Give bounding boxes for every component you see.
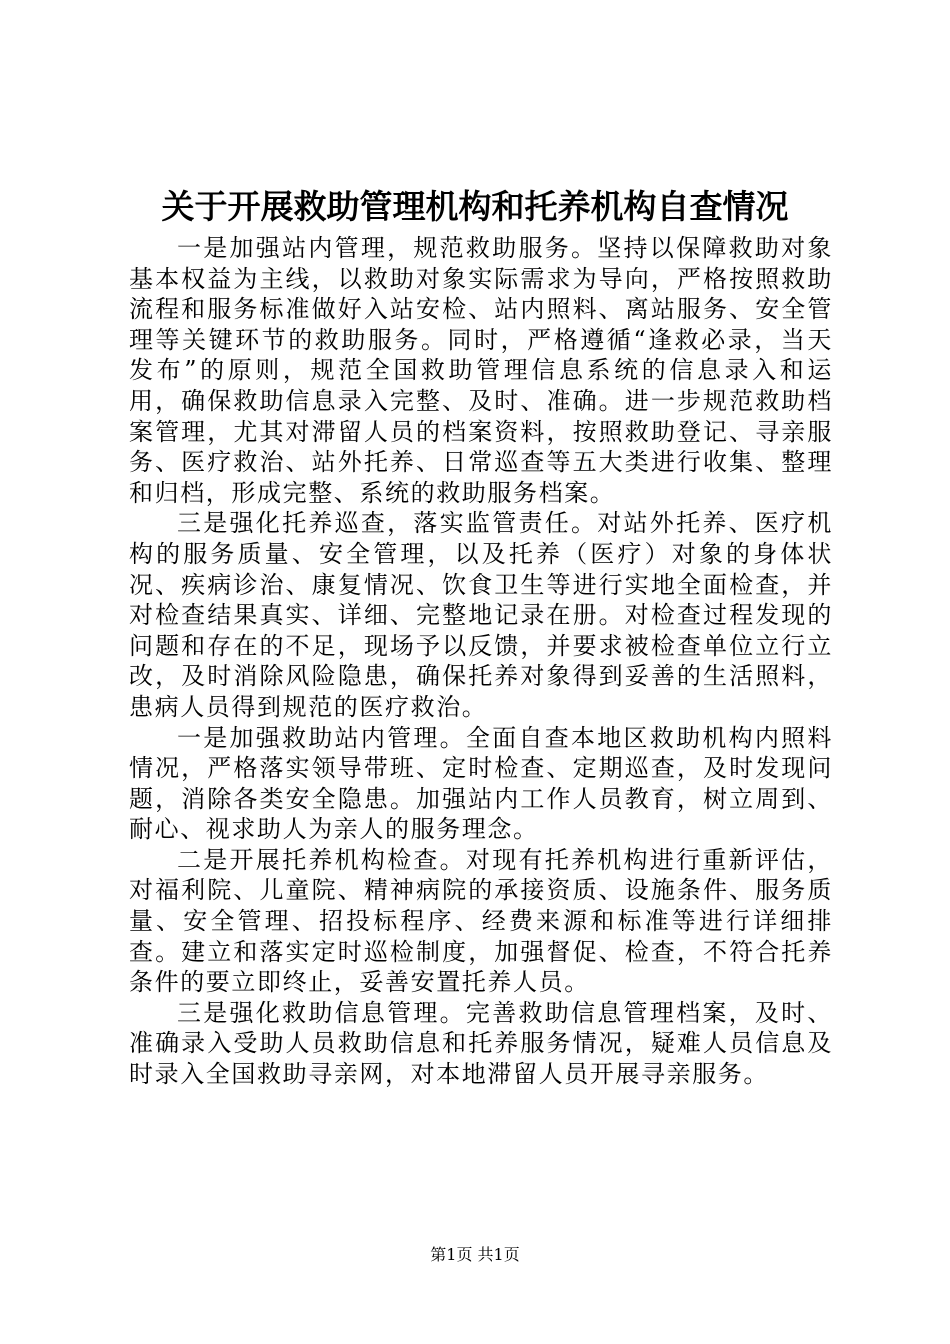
paragraph-3: 一是加强救助站内管理。全面自查本地区救助机构内照料情况，严格落实领导带班、定时检查、定期巡查，及时发现问题，消除各类安全隐患。加强站内工作人员教育，树立周到、耐心、视求助人为亲人的服务理念。 [129, 723, 833, 844]
document-body [129, 233, 833, 1090]
paragraph-1: 一是加强站内管理，规范救助服务。坚持以保障救助对象基本权益为主线，以救助对象实际需求为导向，严格按照救助流程和服务标准做好入站安检、站内照料、离站服务、安全管理等关键环节的救助服务。同时，严格遵循“逢救必录，当天发布”的原则，规范全国救助管理信息系统的信息录入和运用，确保救助信息录入完整、及时、准确。进一步规范救助档案管理，尤其对滞留人员的档案资料，按照救助登记、寻亲服务、医疗救治、站外托养、日常巡查等五大类进行收集、整理和归档，形成完整、系统的救助服务档案。 [129, 234, 833, 507]
paragraph-2: 三是强化托养巡查，落实监管责任。对站外托养、医疗机构的服务质量、安全管理，以及托养（医疗）对象的身体状况、疾病诊治、康复情况、饮食卫生等进行实地全面检查，并对检查结果真实、详细、完整地记录在册。对检查过程发现的问题和存在的不足，现场予以反馈，并要求被检查单位立行立改，及时消除风险隐患，确保托养对象得到妥善的生活照料，患病人员得到规范的医疗救治。 [129, 509, 833, 721]
page-number-footer: 第1页 共1页 [430, 1245, 520, 1264]
paragraph-4: 二是开展托养机构检查。对现有托养机构进行重新评估，对福利院、儿童院、精神病院的承接资质、设施条件、服务质量、安全管理、招投标程序、经费来源和标准等进行详细排查。建立和落实定时巡检制度，加强督促、检查，不符合托养条件的要立即终止，妥善安置托养人员。 [129, 845, 833, 997]
paragraph-5: 三是强化救助信息管理。完善救助信息管理档案，及时、准确录入受助人员救助信息和托养服务情况，疑难人员信息及时录入全国救助寻亲网，对本地滞留人员开展寻亲服务。 [129, 998, 833, 1089]
document-title: 关于开展救助管理机构和托养机构自查情况 [161, 187, 789, 226]
